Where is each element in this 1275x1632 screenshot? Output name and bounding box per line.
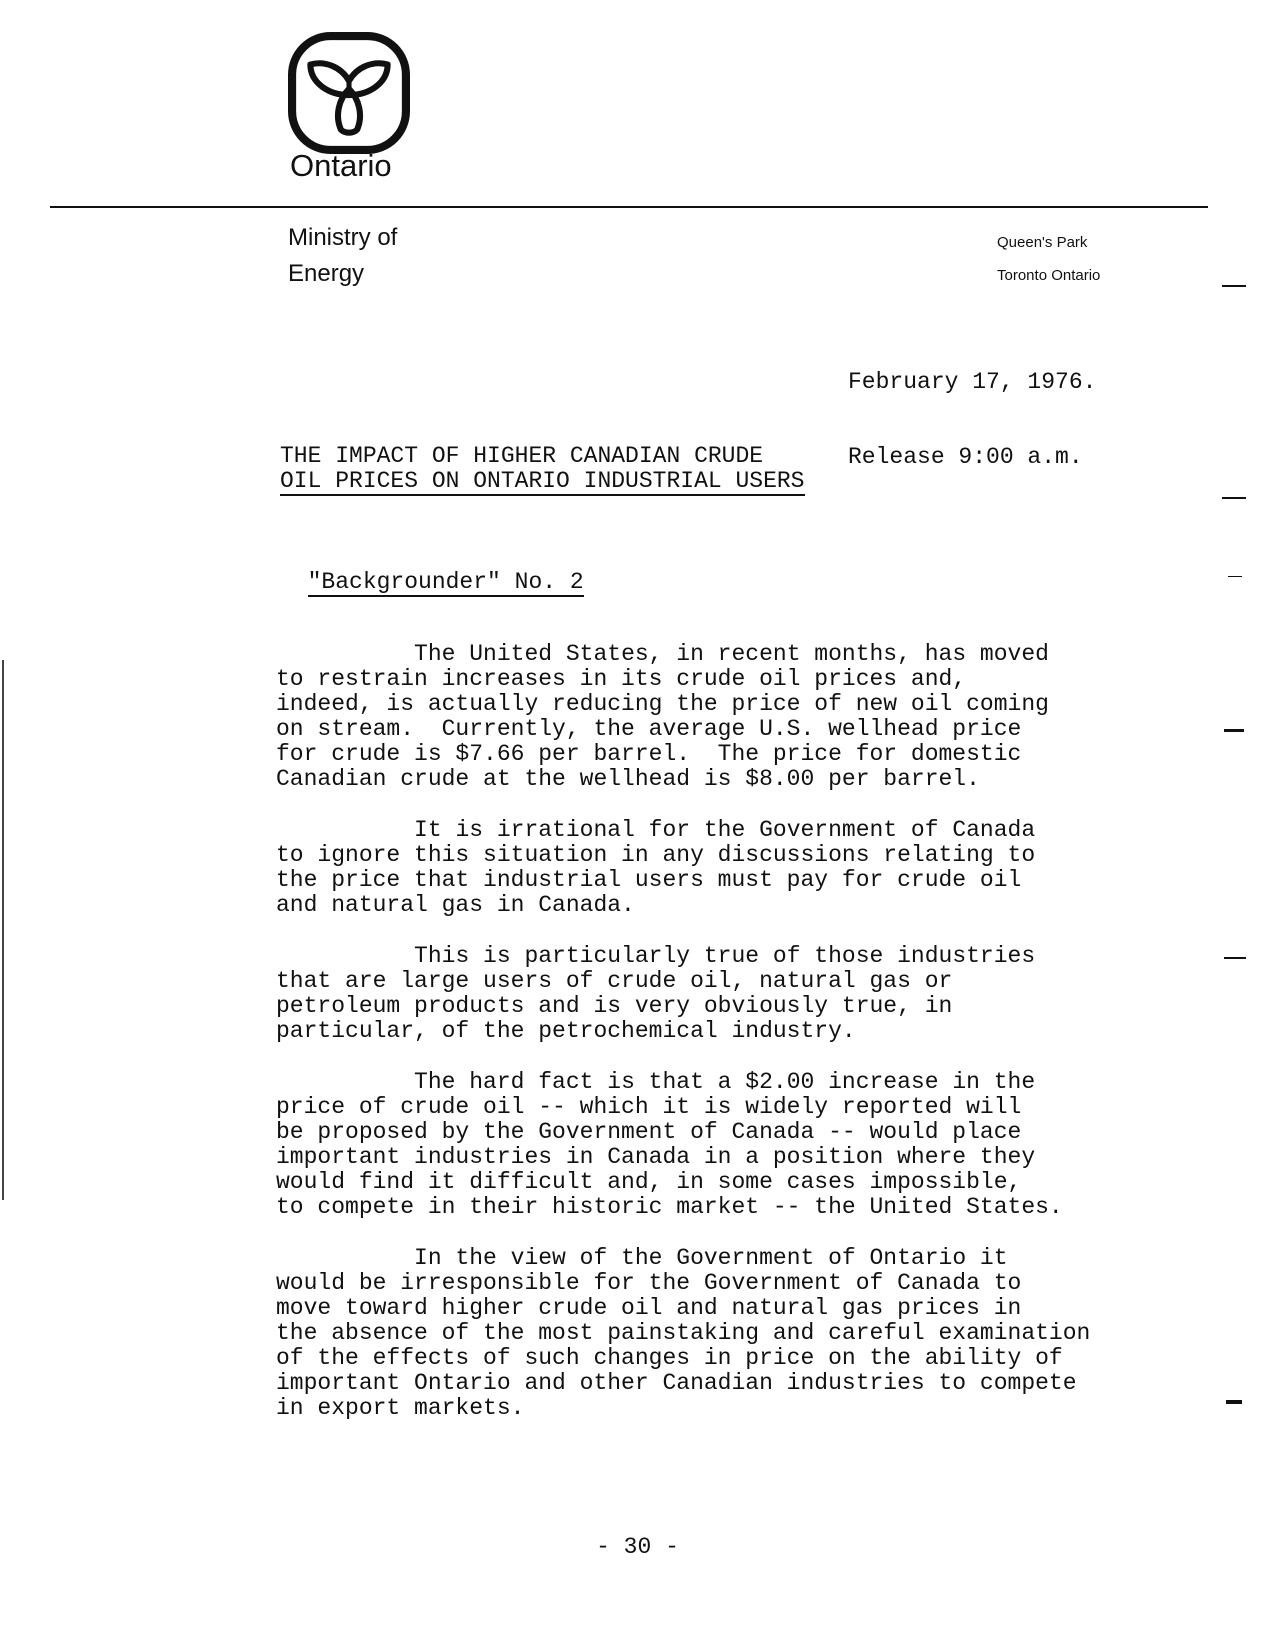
paragraph-1: The United States, in recent months, has moved to restrain increases in its crude oil prices and, indeed, is actually reducing the price of new oil coming on stream. Currently, the average U.S. wellhead price for crude is $7.66 per barrel. The price for domestic Canadian crude at the wellhead is $8.00 per barrel. [276, 641, 1049, 792]
trillium-icon [288, 32, 410, 154]
header-divider [50, 206, 1208, 208]
paragraph-4: The hard fact is that a $2.00 increase in the price of crude oil -- which it is widely reported will be proposed by the Government of Canada -- would place important industries in Canada in a position where they would find it difficult and, in some cases impossible, to compete in their historic market -- the United States. [276, 1069, 1063, 1220]
document-subtitle [280, 543, 584, 597]
release-date: February 17, 1976. [848, 369, 1097, 395]
address-line-2: Toronto Ontario [997, 267, 1101, 284]
page-number: - 30 - [596, 1534, 679, 1560]
scan-mark [1222, 285, 1246, 287]
ontario-trillium-logo [288, 32, 410, 154]
ministry-line-1: Ministry of [288, 224, 398, 251]
title-line-2: OIL PRICES ON ONTARIO INDUSTRIAL USERS [280, 468, 805, 494]
scan-mark [1224, 729, 1244, 732]
address-line-1: Queen's Park [997, 234, 1088, 251]
document-title [280, 444, 805, 496]
scan-mark [1226, 1400, 1242, 1404]
subtitle-text: "Backgrounder" No. 2 [307, 569, 584, 595]
ministry-line-2: Energy [288, 260, 365, 287]
scan-mark [1222, 497, 1246, 499]
paragraph-5: In the view of the Government of Ontario it would be irresponsible for the Government of Canada to move toward higher crude oil and natural gas prices in the absence of the most painstaking and careful examination of the effects of such changes in price on the ability of important Ontario and other Canadian industries to compete in export markets. [276, 1245, 1091, 1421]
logo-wordmark: Ontario [290, 148, 392, 183]
title-line-1: THE IMPACT OF HIGHER CANADIAN CRUDE [280, 443, 764, 469]
scan-mark [1224, 957, 1246, 959]
release-time: Release 9:00 a.m. [848, 444, 1083, 470]
document-body [276, 642, 1196, 1447]
scan-mark [1228, 576, 1242, 577]
ministry-name [288, 220, 397, 292]
paragraph-3: This is particularly true of those industries that are large users of crude oil, natural gas or petroleum products and is very obviously true, in particular, of the petrochemical industry. [276, 943, 1036, 1044]
release-info [848, 320, 1096, 495]
ministry-address [997, 226, 1100, 292]
paragraph-2: It is irrational for the Government of Canada to ignore this situation in any discussions relating to the price that industrial users must pay for crude oil and natural gas in Canada. [276, 817, 1036, 918]
scan-mark [2, 660, 4, 1200]
